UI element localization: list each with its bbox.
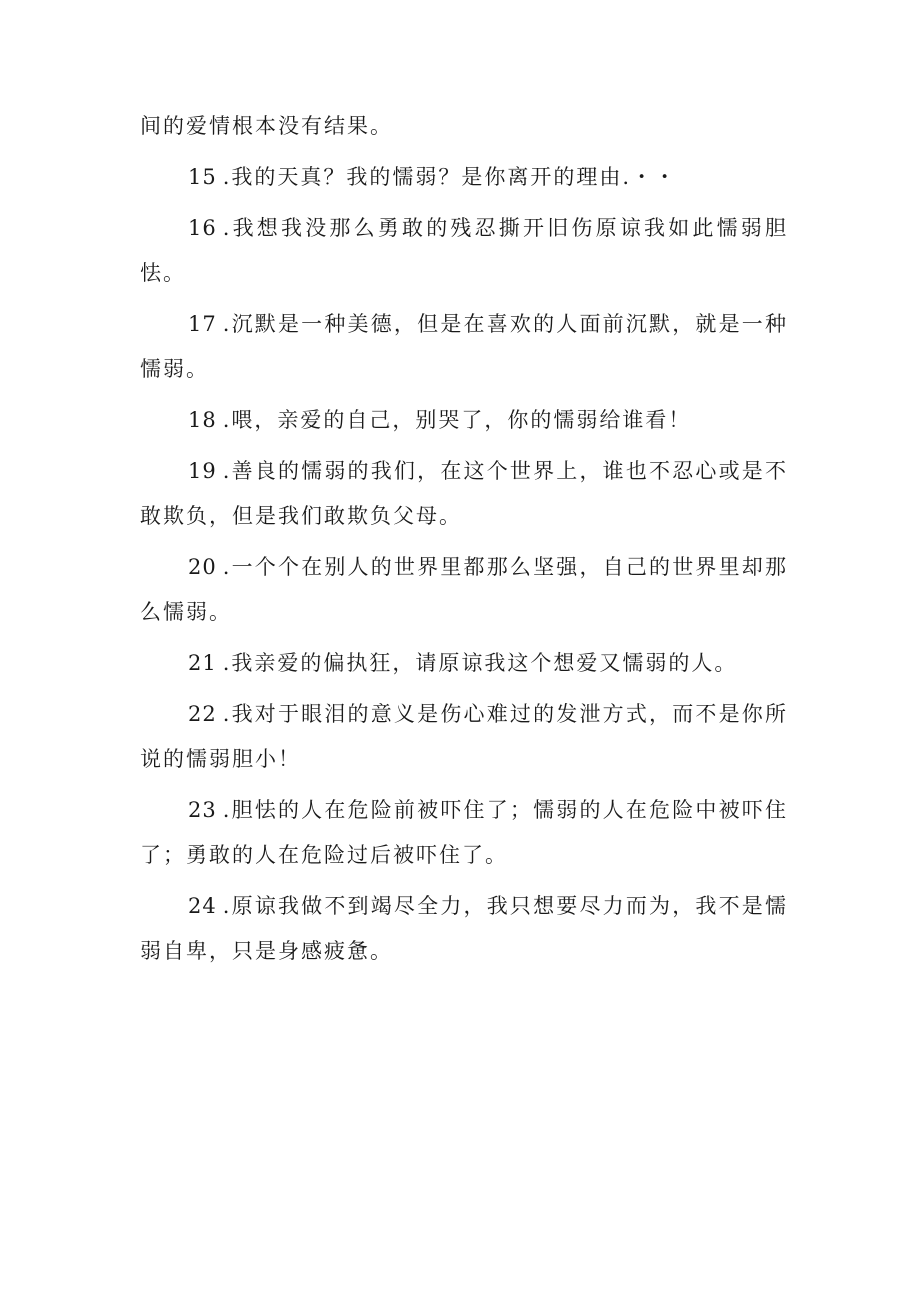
item-number: 15 xyxy=(188,165,217,189)
item-text: .我亲爱的偏执狂，请原谅我这个想爱又懦弱的人。 xyxy=(222,651,738,675)
document-body xyxy=(140,104,788,980)
list-item xyxy=(140,449,788,539)
item-number: 18 xyxy=(188,408,217,432)
item-number: 21 xyxy=(188,651,217,675)
list-item xyxy=(140,206,788,296)
list-item xyxy=(140,398,788,443)
item-number: 17 xyxy=(188,312,217,336)
list-item xyxy=(140,788,788,878)
item-number: 23 xyxy=(188,798,217,822)
item-text: .沉默是一种美德，但是在喜欢的人面前沉默，就是一种懦弱。 xyxy=(140,312,788,381)
item-text: .原谅我做不到竭尽全力，我只想要尽力而为，我不是懦弱自卑，只是身感疲惫。 xyxy=(140,894,788,963)
item-number: 16 xyxy=(188,216,217,240)
item-number: 19 xyxy=(188,459,217,483)
item-text: .胆怯的人在危险前被吓住了；懦弱的人在危险中被吓住了；勇敢的人在危险过后被吓住了。 xyxy=(140,798,788,867)
item-text: .我对于眼泪的意义是伤心难过的发泄方式，而不是你所说的懦弱胆小！ xyxy=(140,702,788,771)
item-number: 24 xyxy=(188,894,217,918)
item-text: .喂，亲爱的自己，别哭了，你的懦弱给谁看！ xyxy=(222,408,692,432)
item-text: .我想我没那么勇敢的残忍撕开旧伤原谅我如此懦弱胆怯。 xyxy=(140,216,788,285)
item-number: 20 xyxy=(188,555,217,579)
list-item xyxy=(140,884,788,974)
list-item xyxy=(140,545,788,635)
item-text: .我的天真？我的懦弱？是你离开的理由.・・ xyxy=(222,165,678,189)
list-item xyxy=(140,641,788,686)
item-number: 22 xyxy=(188,702,217,726)
list-item xyxy=(140,155,788,200)
item-text: .善良的懦弱的我们，在这个世界上，谁也不忍心或是不敢欺负，但是我们敢欺负父母。 xyxy=(140,459,788,528)
list-item xyxy=(140,302,788,392)
continuation-paragraph: 间的爱情根本没有结果。 xyxy=(140,114,393,138)
item-text: .一个个在别人的世界里都那么坚强，自己的世界里却那么懦弱。 xyxy=(140,555,788,624)
list-item xyxy=(140,692,788,782)
